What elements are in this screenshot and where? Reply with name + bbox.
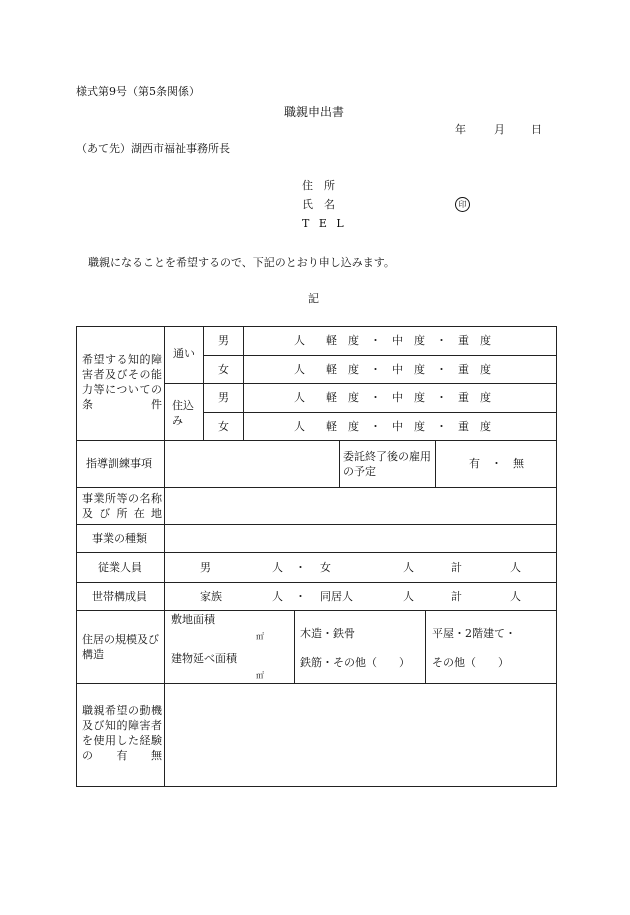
- post-contract-label: 委託終了後の雇用の予定: [343, 450, 431, 478]
- intro-text: 職親になることを希望するので、下記のとおり申し込みます。: [88, 256, 395, 269]
- building-area-unit: ㎡: [256, 671, 264, 680]
- household-cohabitant-unit: 人: [403, 590, 414, 603]
- livein-male: 男: [218, 391, 229, 404]
- livein-female: 女: [218, 420, 229, 433]
- household-total: 計: [451, 590, 462, 603]
- document-title: 職親申出書: [284, 105, 345, 119]
- business-type-label: 事業の種類: [92, 532, 147, 545]
- floors-other: その他（ ）: [432, 656, 509, 669]
- household-family-unit: 人: [272, 590, 283, 603]
- employees-total-unit: 人: [510, 561, 521, 574]
- commute-female: 女: [218, 363, 229, 376]
- employees-total: 計: [451, 561, 462, 574]
- livein-female-degree: 軽 度 ・ 中 度 ・ 重 度: [326, 420, 491, 433]
- site-area-label: 敷地面積: [171, 613, 215, 626]
- form-number: 様式第9号（第5条関係）: [76, 85, 200, 98]
- employees-male: 男: [200, 561, 211, 574]
- employees-female-unit: 人: [403, 561, 414, 574]
- commute-label: 通い: [173, 347, 195, 360]
- livein-male-unit: 人: [294, 391, 305, 404]
- date-year: 年: [455, 123, 466, 136]
- livein-female-unit: 人: [294, 420, 305, 433]
- floors-options: 平屋・2階建て・: [432, 627, 516, 640]
- livein-male-degree: 軽 度 ・ 中 度 ・ 重 度: [326, 391, 491, 404]
- commute-male: 男: [218, 334, 229, 347]
- employees-male-unit: 人: [272, 561, 283, 574]
- addressee: （あて先）湖西市福祉事務所長: [76, 142, 230, 155]
- yes-no-options: 有 ・ 無: [469, 457, 524, 470]
- household-label: 世帯構成員: [92, 590, 147, 603]
- site-area-unit: ㎡: [256, 632, 264, 641]
- building-area-label: 建物延べ面積: [171, 652, 237, 665]
- name-label: 氏 名: [302, 198, 335, 211]
- commute-female-degree: 軽 度 ・ 中 度 ・ 重 度: [326, 363, 491, 376]
- livein-label: 住込み: [172, 399, 194, 427]
- household-family: 家族: [200, 590, 222, 603]
- household-dot: ・: [295, 590, 306, 603]
- conditions-label: 希望する知的障害者及びその能力等についての条件: [82, 353, 162, 411]
- tel-label: T E L: [302, 217, 347, 230]
- employees-dot: ・: [295, 561, 306, 574]
- application-table: [76, 326, 557, 787]
- household-total-unit: 人: [510, 590, 521, 603]
- ki-mark: 記: [308, 292, 319, 305]
- date-month: 月: [494, 123, 505, 136]
- household-cohabitant: 同居人: [320, 590, 353, 603]
- seal-mark: 印: [455, 197, 470, 212]
- commute-male-unit: 人: [294, 334, 305, 347]
- employees-female: 女: [320, 561, 331, 574]
- commute-female-unit: 人: [294, 363, 305, 376]
- motivation-label: 職親希望の動機及び知的障害者を使用した経験の有無: [82, 704, 162, 762]
- office-label: 事業所等の名称及び所在地: [82, 492, 162, 520]
- commute-male-degree: 軽 度 ・ 中 度 ・ 重 度: [326, 334, 491, 347]
- dwelling-label: 住居の規模及び構造: [82, 633, 159, 661]
- date-day: 日: [531, 123, 542, 136]
- address-label: 住 所: [302, 179, 335, 192]
- guidance-label: 指導訓練事項: [86, 457, 152, 470]
- employees-label: 従業人員: [98, 561, 142, 574]
- structure-wood-steel: 木造・鉄骨: [300, 627, 355, 640]
- structure-rebar-other: 鉄筋・その他（ ）: [300, 656, 410, 669]
